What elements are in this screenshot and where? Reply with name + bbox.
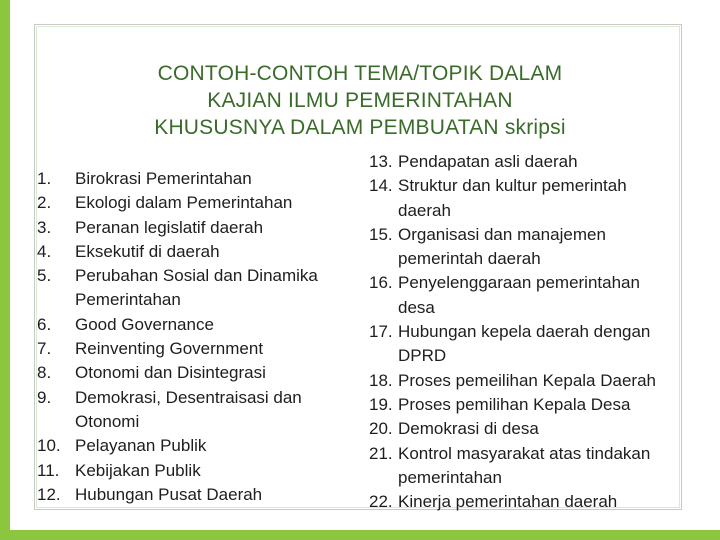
topic-list-left [37, 167, 367, 507]
topic-text: Reinventing Government [75, 339, 264, 359]
topic-text: Pemerintahan [75, 290, 181, 310]
topic-text: Proses pemeilihan Kepala Daerah [398, 370, 656, 390]
topic-number: 22. [369, 492, 393, 512]
topic-number: 18. [369, 370, 393, 390]
topic-list-item [37, 240, 367, 264]
topic-text: pemerintah daerah [398, 249, 541, 269]
topic-number: 5. [37, 266, 52, 286]
topic-text: Kontrol masyarakat atas tindakan [398, 443, 651, 463]
topic-text: Hubungan Pusat Daerah [75, 484, 263, 504]
topic-text: Ekologi dalam Pemerintahan [75, 193, 293, 213]
topic-number: 1. [37, 169, 52, 188]
topic-text: Peranan legislatif daerah [75, 217, 264, 237]
topic-list-item [37, 313, 367, 337]
topic-number: 3. [37, 217, 52, 237]
title-line-1: CONTOH-CONTOH TEMA/TOPIK DALAM [157, 62, 563, 85]
topic-text: Pelayanan Publik [75, 436, 207, 456]
topic-number: 9. [37, 387, 52, 407]
topic-text: Otonomi [75, 411, 140, 431]
slide-bottom-accent-bar [0, 530, 720, 540]
topic-number: 4. [37, 241, 52, 261]
topic-text: Struktur dan kultur pemerintah [398, 176, 627, 196]
topic-list-item [369, 150, 709, 174]
topic-list-item [37, 264, 367, 313]
topic-text: daerah [398, 200, 451, 220]
title-line-2: KAJIAN ILMU PEMERINTAHAN [207, 89, 513, 112]
topic-number: 17. [369, 322, 393, 342]
topic-number: 19. [369, 394, 393, 414]
topic-list-item [369, 271, 709, 320]
topic-text: Perubahan Sosial dan Dinamika [75, 266, 318, 286]
topic-text: Good Governance [75, 314, 214, 334]
topic-number: 7. [37, 339, 52, 359]
topic-text: Kinerja pemerintahan daerah [398, 492, 618, 512]
topic-list-item [37, 483, 367, 507]
topic-text: Kebijakan Publik [75, 460, 201, 480]
topic-list-item [369, 174, 709, 223]
topic-list-item [37, 167, 367, 191]
topic-text: Organisasi dan manajemen [398, 224, 606, 244]
topic-text: Demokrasi di desa [398, 419, 539, 439]
topic-number: 12. [37, 484, 61, 504]
topic-list-item [369, 442, 709, 491]
slide-title [60, 60, 660, 141]
topic-number: 8. [37, 363, 52, 383]
title-line-3: KHUSUSNYA DALAM PEMBUATAN skripsi [154, 116, 566, 139]
topic-list-item [37, 459, 367, 483]
topic-text: desa [398, 297, 435, 317]
topic-text: Proses pemilihan Kepala Desa [398, 394, 631, 414]
topic-text: Eksekutif di daerah [75, 241, 220, 261]
topic-list-item [37, 216, 367, 240]
topic-list-item [369, 320, 709, 369]
topic-list-item [369, 417, 709, 441]
topic-list-item [369, 223, 709, 272]
topic-list-item [37, 434, 367, 458]
topic-text: Birokrasi Pemerintahan [75, 169, 252, 188]
topic-text: Otonomi dan Disintegrasi [75, 363, 266, 383]
topic-list-item [37, 191, 367, 215]
topic-text: Demokrasi, Desentraisasi dan [75, 387, 302, 407]
topic-text: Pendapatan asli daerah [398, 152, 578, 171]
topic-list-item [369, 490, 709, 514]
topic-number: 11. [37, 460, 60, 480]
slide-left-accent-bar [0, 0, 10, 540]
topic-number: 16. [369, 273, 393, 293]
topic-list-item [37, 361, 367, 385]
topic-number: 21. [369, 443, 393, 463]
topic-text: DPRD [398, 346, 447, 366]
topic-text: pemerintahan [398, 467, 502, 487]
topic-list-right [369, 150, 709, 514]
topic-number: 20. [369, 419, 393, 439]
topic-list-item [37, 386, 367, 435]
topic-number: 15. [369, 224, 393, 244]
topic-text: Penyelenggaraan pemerintahan [398, 273, 640, 293]
topic-list-item [369, 393, 709, 417]
topic-text: Hubungan kepela daerah dengan [398, 322, 651, 342]
topic-number: 13. [369, 152, 393, 171]
topic-number: 14. [369, 176, 393, 196]
topic-number: 10. [37, 436, 61, 456]
topic-number: 2. [37, 193, 52, 213]
topic-list-item [369, 369, 709, 393]
topic-list-item [37, 337, 367, 361]
topic-number: 6. [37, 314, 52, 334]
